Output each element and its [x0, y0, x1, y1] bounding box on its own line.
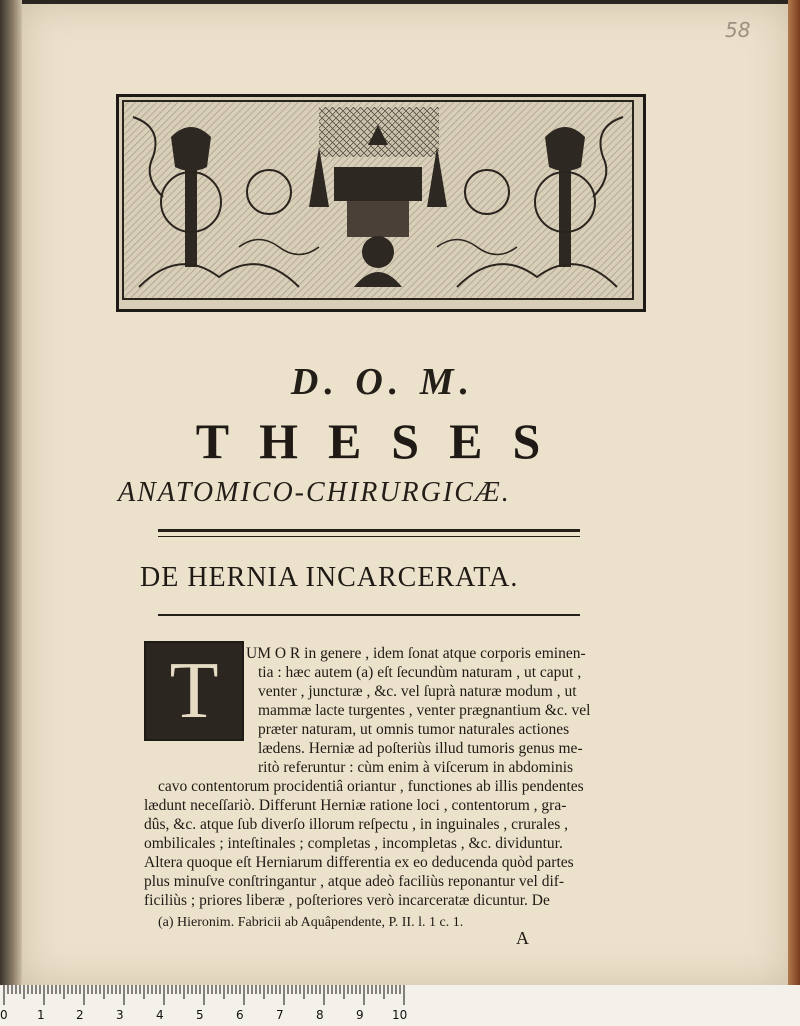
- book-binding: [0, 0, 22, 985]
- paragraph-line: plus minuſve conſtringantur , atque adeò faciliùs reponantur vel dif-: [144, 873, 565, 890]
- folio-number: 58: [725, 18, 751, 42]
- ruler-label: 9: [356, 1008, 364, 1022]
- initial-letter: T: [169, 647, 219, 735]
- ruler-label: 10: [392, 1008, 408, 1022]
- section-rule: [158, 614, 580, 616]
- paragraph-line: lædens. Herniæ ad poſteriùs illud tumoris genus me-: [258, 740, 583, 757]
- ruler-label: 2: [76, 1008, 84, 1022]
- paragraph-line: tia : hæc autem (a) eſt ſecundùm naturam , ut caput ,: [258, 664, 582, 681]
- ruler-label: 8: [316, 1008, 324, 1022]
- ruler-label: 6: [236, 1008, 244, 1022]
- paragraph-line: UM O R in genere , idem ſonat atque corporis eminen-: [246, 645, 586, 662]
- paragraph-line: dûs, &c. atque ſub diverſo illorum reſpectu , in inguinales , crurales ,: [144, 816, 568, 833]
- paragraph-line: cavo contentorum procidentiâ oriantur , functiones ab illis pendentes: [158, 778, 584, 795]
- paragraph-line: mammæ lacte turgentes , venter prægnantium &c. vel: [258, 702, 591, 719]
- ruler-label: 0: [0, 1008, 8, 1022]
- paragraph-line: lædunt neceſſariò. Differunt Herniæ ratione loci , contentorum , gra-: [144, 797, 567, 814]
- decorated-initial: [144, 641, 244, 741]
- paragraph-line: ritò referuntur : cùm enim à viſcerum in abdominis: [258, 759, 574, 776]
- paragraph-line: præter naturam, ut omnis tumor naturales actiones: [258, 721, 570, 738]
- heading-dom: D. O. M.: [290, 361, 476, 403]
- measurement-ruler: [0, 985, 800, 1026]
- footnote: (a) Hieronim. Fabricii ab Aquâpendente, P. II. l. 1 c. 1.: [158, 915, 464, 930]
- paragraph-line: ombilicales ; inteſtinales ; completas , incompletas , &c. dividuntur.: [144, 835, 563, 852]
- ruler-label: 3: [116, 1008, 124, 1022]
- ruler-ticks: [0, 985, 800, 1007]
- double-rule-bottom: [158, 536, 580, 537]
- book-cover-edge: [788, 0, 800, 985]
- paragraph-line: venter , juncturæ , &c. vel ſuprà naturæ modum , ut: [258, 683, 577, 700]
- heading-theses: THESES: [195, 413, 571, 469]
- ruler-label: 1: [37, 1008, 45, 1022]
- paragraph-line: ficiliùs ; priores liberæ , poſteriores verò incarceratæ dicuntur. De: [144, 892, 550, 909]
- ruler-label: 5: [196, 1008, 204, 1022]
- ruler-label: 4: [156, 1008, 164, 1022]
- double-rule-top: [158, 529, 580, 532]
- heading-anatomico-chirurgicae: ANATOMICO-CHIRURGICÆ.: [118, 477, 511, 508]
- subtitle: DE HERNIA INCARCERATA.: [140, 562, 519, 593]
- paragraph-line: Altera quoque eſt Herniarum differentia ex eo deducenda quòd partes: [144, 854, 574, 871]
- ruler-label: 7: [276, 1008, 284, 1022]
- signature-mark: A: [516, 928, 529, 948]
- woodcut-headpiece: [116, 94, 646, 312]
